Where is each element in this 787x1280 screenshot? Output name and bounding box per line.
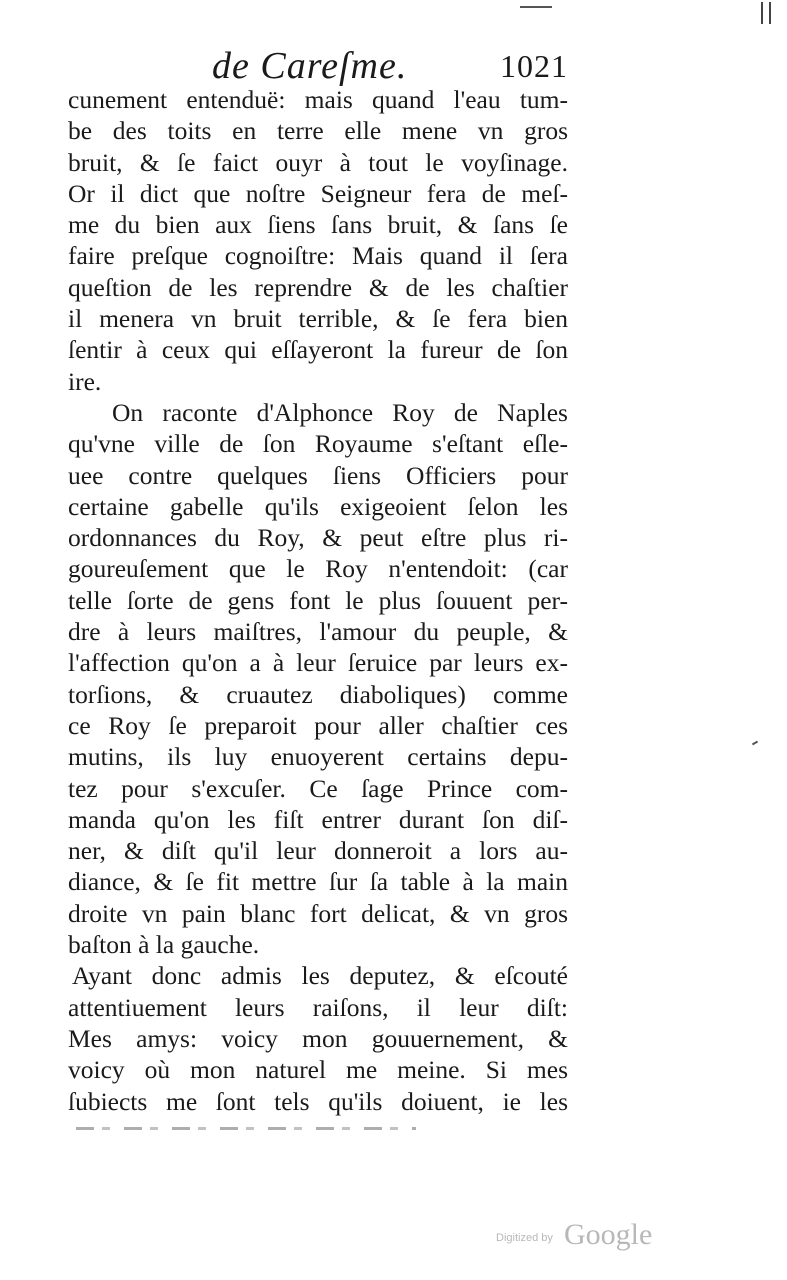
google-logo: Google xyxy=(564,1218,653,1251)
page-header xyxy=(70,44,570,87)
text-line: dre à leurs maiſtres, l'amour du peuple, & xyxy=(68,617,568,647)
watermark-prefix: Digitized by xyxy=(496,1232,553,1244)
text-line: ordonnances du Roy, & peut eſtre plus ri- xyxy=(68,523,568,553)
text-line: ſentir à ceux qui eſſayeront la fureur de ſon xyxy=(68,335,568,365)
text-line: Mes amys: voicy mon gouuernement, & xyxy=(68,1023,568,1053)
text-line: l'affection qu'on a à leur ſeruice par leurs ex- xyxy=(68,648,568,678)
text-line: tez pour s'excuſer. Ce ſage Prince com- xyxy=(68,773,568,803)
text-line: faire preſque cognoiſtre: Mais quand il ſera xyxy=(68,241,568,271)
running-head: de Careſme. xyxy=(212,45,408,87)
text-line: droite vn pain blanc fort delicat, & vn gros xyxy=(68,898,568,928)
paragraph-start-line: On raconte d'Alphonce Roy de Naples xyxy=(112,397,568,427)
text-line: bruit, & ſe faict ouyr à tout le voyſinage. xyxy=(68,147,568,177)
text-line: queſtion de les reprendre & de les chaſtier xyxy=(68,272,568,302)
text-line: goureuſement que le Roy n'entendoit: (car xyxy=(68,554,568,584)
text-line: attentiuement leurs raiſons, il leur diſt: xyxy=(68,992,568,1022)
cut-off-line-trace xyxy=(76,1127,416,1130)
text-line: voicy où mon naturel me meine. Si mes xyxy=(68,1055,568,1085)
body-text xyxy=(68,84,568,1117)
text-line: qu'vne ville de ſon Royaume s'eſtant eſle- xyxy=(68,429,568,459)
text-line: certaine gabelle qu'ils exigeoient ſelon les xyxy=(68,491,568,521)
text-line: cunement entenduë: mais quand l'eau tum- xyxy=(68,85,568,114)
digitization-watermark xyxy=(496,1218,666,1258)
text-line: Or il dict que noſtre Seigneur fera de meſ- xyxy=(68,178,568,208)
text-line: ce Roy ſe preparoit pour aller chaſtier ces xyxy=(68,710,568,740)
paragraph-start-line: Ayant donc admis les deputez, & eſcouté xyxy=(72,961,568,991)
text-line: diance, & ſe fit mettre ſur ſa table à la main xyxy=(68,867,568,897)
text-line: manda qu'on les fiſt entrer durant ſon diſ- xyxy=(68,804,568,834)
page-number: 1021 xyxy=(500,48,568,84)
text-line: be des toits en terre elle mene vn gros xyxy=(68,116,568,146)
scan-mark xyxy=(520,6,552,8)
scan-corner-mark xyxy=(761,2,771,24)
margin-mark xyxy=(752,741,758,746)
text-line: torſions, & cruautez diaboliques) comme xyxy=(68,679,568,709)
text-line: me du bien aux ſiens ſans bruit, & ſans ſe xyxy=(68,210,568,240)
text-line: telle ſorte de gens font le plus ſouuent per- xyxy=(68,585,568,615)
text-line: baſton à la gauche. xyxy=(68,930,260,960)
text-line: ner, & diſt qu'il leur donneroit a lors au- xyxy=(68,836,568,866)
text-line: mutins, ils luy enuoyerent certains depu- xyxy=(68,742,568,772)
text-line: ſubiects me ſont tels qu'ils doiuent, ie les xyxy=(68,1086,568,1116)
text-line: il menera vn bruit terrible, & ſe fera bien xyxy=(68,304,568,334)
text-line: uee contre quelques ſiens Officiers pour xyxy=(68,460,568,490)
text-line: ire. xyxy=(68,366,102,396)
